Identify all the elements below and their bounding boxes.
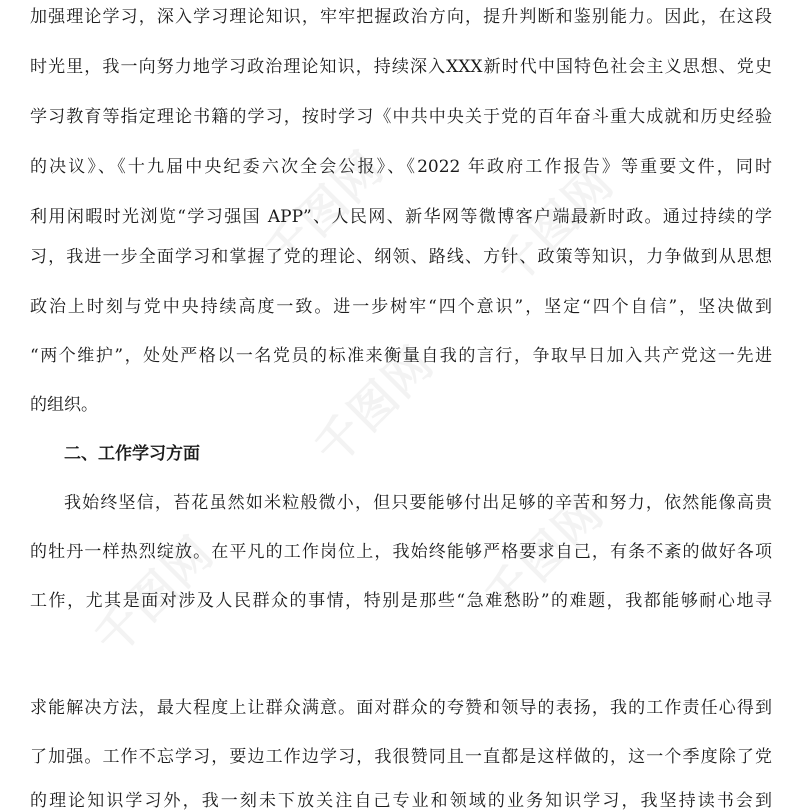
- section-heading: 二、工作学习方面: [64, 444, 200, 464]
- body-text-line: 求能解决方法，最大程度上让群众满意。面对群众的夸赞和领导的表扬，我的工作责任心得到: [30, 698, 772, 718]
- body-text-line: 时光里，我一向努力地学习政治理论知识，持续深入XXX新时代中国特色社会主义思想、党史: [30, 57, 772, 77]
- watermark: 千图网: [304, 335, 445, 476]
- body-text-line: 我始终坚信，苔花虽然如米粒般微小，但只要能够付出足够的辛苦和努力，依然能像高贵: [64, 493, 772, 513]
- watermark: 千图网: [474, 485, 615, 626]
- body-text-line: 工作，尤其是面对涉及人民群众的事情，特别是那些“急难愁盼”的难题，我都能够耐心地寻: [30, 591, 772, 611]
- body-text-line: 学习教育等指定理论书籍的学习，按时学习《中共中央关于党的百年奋斗重大成就和历史经验: [30, 107, 772, 127]
- body-text-line: 了加强。工作不忘学习，要边工作边学习，我很赞同且一直都是这样做的，这一个季度除了党: [30, 747, 772, 767]
- body-text-line: “两个维护”，处处严格以一名党员的标准来衡量自我的言行，争取早日加入共产党这一先进: [30, 346, 772, 366]
- body-text-line: 利用闲暇时光浏览“学习强国 APP”、人民网、新华网等微博客户端最新时政。通过持续的学: [30, 207, 772, 227]
- body-text-line: 习，我进一步全面学习和掌握了党的理论、纲领、路线、方针、政策等知识，力争做到从思想: [30, 247, 772, 267]
- body-text-line: 的理论知识学习外，我一刻未下放关注自己专业和领域的业务知识学习，我坚持读书会到: [30, 791, 772, 811]
- body-text-line: 的牡丹一样热烈绽放。在平凡的工作岗位上，我始终能够严格要求自己，有条不紊的做好各项: [30, 542, 772, 562]
- body-text-line: 政治上时刻与党中央持续高度一致。进一步树牢“四个意识”，坚定“四个自信”，坚决做到: [30, 297, 772, 317]
- body-text-line: 的组织。: [30, 395, 98, 415]
- watermark: 千图网: [484, 155, 625, 296]
- body-text-line: 加强理论学习，深入学习理论知识，牢牢把握政治方向，提升判断和鉴别能力。因此，在这段: [30, 7, 772, 27]
- body-text-line: 的决议》、《十九届中央纪委六次全会公报》、《2022 年政府工作报告》等重要文件，同时: [30, 157, 772, 177]
- watermark: 千图网: [254, 140, 395, 281]
- watermark: 千图网: [84, 525, 225, 666]
